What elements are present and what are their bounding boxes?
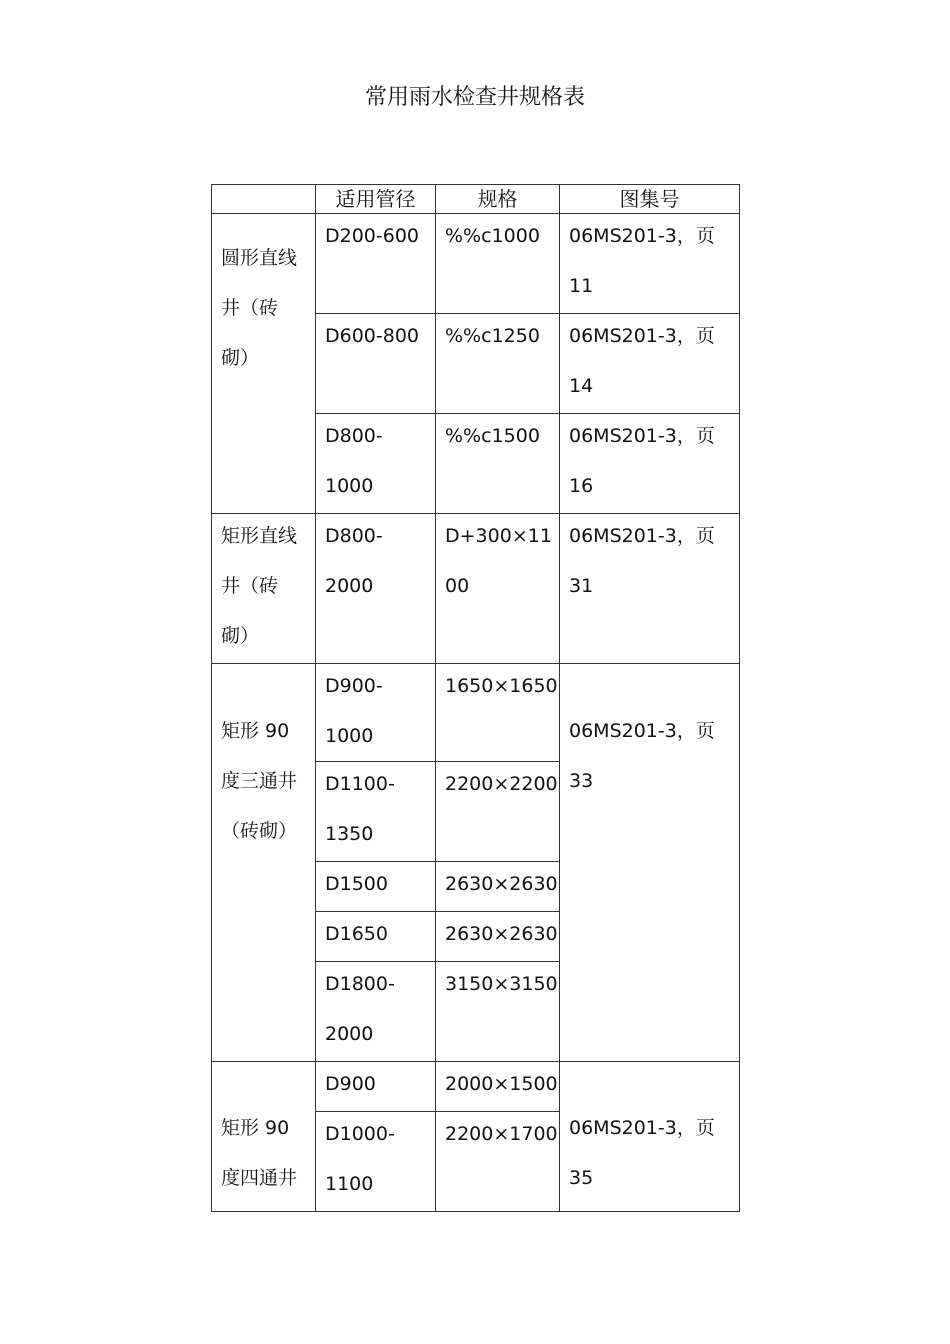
atlas-line: 06MS201-3，页: [569, 225, 715, 247]
well-type-cell: [212, 664, 316, 1062]
header-specification: 规格: [436, 185, 560, 214]
well-type-line: 井（砖: [221, 575, 279, 597]
diameter-cell: D1500: [316, 862, 436, 912]
diameter-line: 1350: [325, 823, 374, 845]
well-type-line: 矩形直线: [221, 525, 298, 547]
diameter-cell: D600-800: [316, 314, 436, 414]
atlas-line: 06MS201-3，页: [569, 325, 715, 347]
well-type-line: 矩形 90: [221, 1117, 290, 1139]
diameter-line: D1000-: [325, 1123, 395, 1145]
diameter-cell: D800-2000: [316, 514, 436, 664]
spec-cell: %%c1000: [436, 214, 560, 314]
well-type-cell: [212, 514, 316, 664]
page-title: 常用雨水检查井规格表: [364, 85, 585, 110]
table-row: [212, 1062, 740, 1112]
spec-line: D+300×11: [445, 525, 552, 547]
spec-cell: 2200×2200: [436, 762, 560, 862]
well-type-line: 矩形 90: [221, 720, 290, 742]
diameter-line: 1100: [325, 1173, 374, 1195]
spec-cell: 1650×1650: [436, 664, 560, 762]
spec-cell: 2630×2630: [436, 862, 560, 912]
diameter-cell: D800-1000: [316, 414, 436, 514]
well-type-line: （砖砌）: [221, 820, 298, 842]
spec-cell: [436, 514, 560, 664]
well-type-line: 砌）: [221, 347, 260, 369]
spec-line: 00: [445, 575, 470, 597]
atlas-line: 14: [569, 375, 594, 397]
table-row: [212, 214, 740, 314]
atlas-line: 35: [569, 1167, 594, 1189]
atlas-cell: [560, 414, 740, 514]
spec-cell: %%c1250: [436, 314, 560, 414]
well-type-cell: [212, 1062, 316, 1212]
header-blank: [212, 185, 316, 214]
atlas-cell: [560, 314, 740, 414]
diameter-cell: D900-1000: [316, 664, 436, 762]
spec-cell: %%c1500: [436, 414, 560, 514]
diameter-line: 2000: [325, 1023, 374, 1045]
table-row: [212, 664, 740, 762]
spec-table: [211, 184, 740, 1212]
well-type-line: 度四通井: [221, 1167, 298, 1189]
atlas-line: 06MS201-3，页: [569, 720, 715, 742]
atlas-cell: [560, 214, 740, 314]
diameter-cell: [316, 962, 436, 1062]
header-pipe-diameter: 适用管径: [316, 185, 436, 214]
atlas-line: 06MS201-3，页: [569, 425, 715, 447]
atlas-line: 11: [569, 275, 594, 297]
atlas-line: 06MS201-3，页: [569, 1117, 715, 1139]
table-row: [212, 514, 740, 664]
well-type-line: 圆形直线: [221, 247, 298, 269]
atlas-cell: [560, 1062, 740, 1212]
atlas-line: 33: [569, 770, 594, 792]
diameter-line: D1800-: [325, 973, 395, 995]
well-type-line: 砌）: [221, 625, 260, 647]
atlas-cell: [560, 514, 740, 664]
well-type-cell: [212, 214, 316, 514]
spec-cell: 3150×3150: [436, 962, 560, 1062]
diameter-cell: D900: [316, 1062, 436, 1112]
diameter-cell: [316, 1112, 436, 1212]
well-type-line: 度三通井: [221, 770, 298, 792]
well-type-line: 井（砖: [221, 297, 279, 319]
diameter-cell: D1650: [316, 912, 436, 962]
atlas-line: 06MS201-3，页: [569, 525, 715, 547]
atlas-cell: [560, 664, 740, 1062]
diameter-cell: [316, 762, 436, 862]
spec-cell: 2200×1700: [436, 1112, 560, 1212]
atlas-line: 31: [569, 575, 594, 597]
spec-cell: 2000×1500: [436, 1062, 560, 1112]
diameter-line: D1100-: [325, 773, 395, 795]
spec-cell: 2630×2630: [436, 912, 560, 962]
header-atlas-number: 图集号: [560, 185, 740, 214]
diameter-cell: D200-600: [316, 214, 436, 314]
atlas-line: 16: [569, 475, 594, 497]
